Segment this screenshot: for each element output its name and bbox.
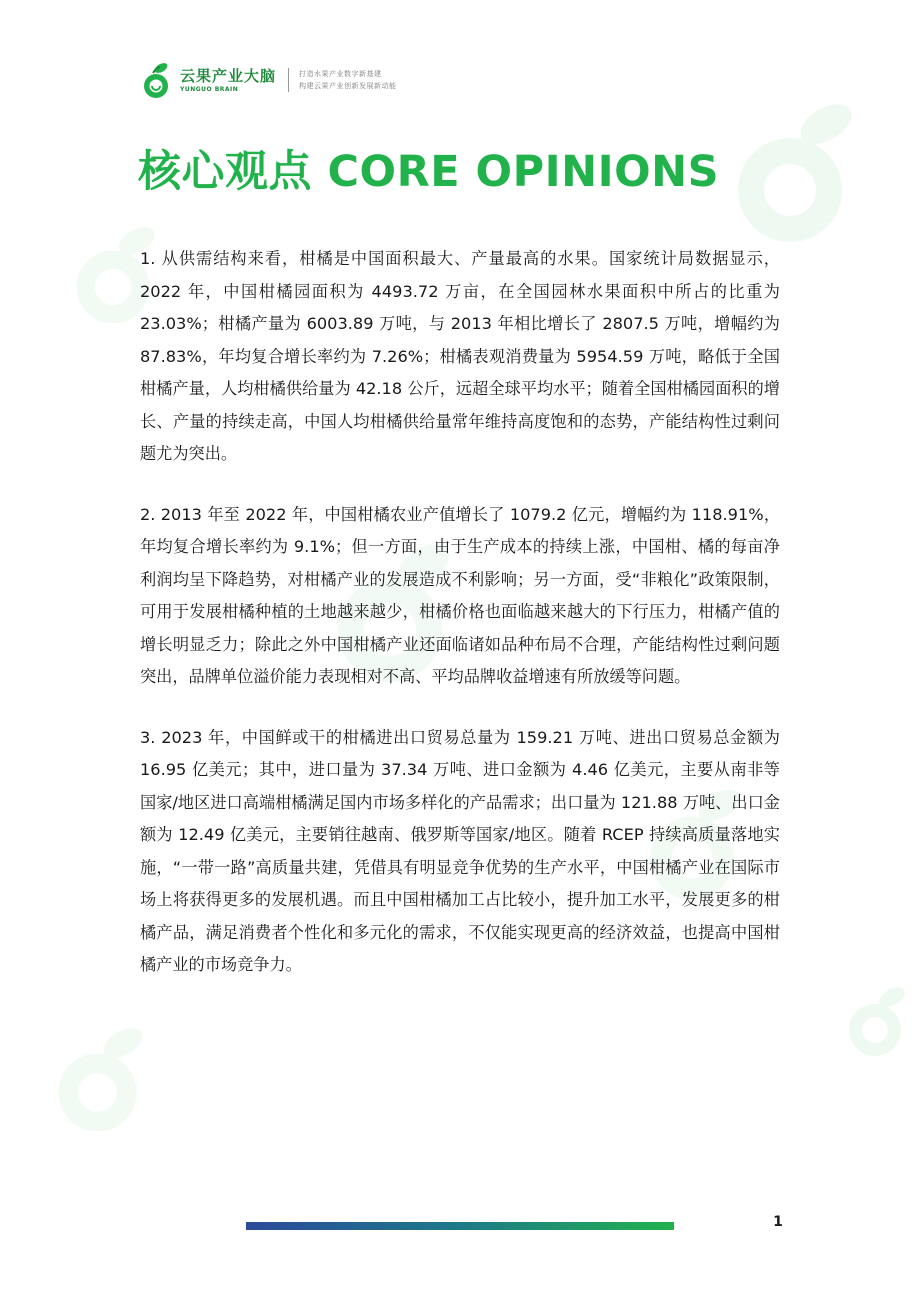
slogan-line-2: 构建云果产业创新发展新动能	[299, 82, 397, 90]
paragraph-1: 1. 从供需结构来看，柑橘是中国面积最大、产量最高的水果。国家统计局数据显示，2022 年，中国柑橘园面积为 4493.72 万亩，在全国园林水果面积中所占的比重为 23.03%；柑橘产量为 6003.89 万吨，与 2013 年相比增长了 2807.5 万吨，增幅约为 87.83%，年均复合增长率约为 7.26%；柑橘表观消费量为 5954.59 万吨，略低于全国柑橘产量，人均柑橘供给量为 42.18 公斤，远超全球平均水平；随着全国柑橘园面积的增长、产量的持续走高，中国人均柑橘供给量常年维持高度饱和的态势，产能结构性过剩问题尤为突出。	[140, 249, 780, 463]
brand-logo-icon	[140, 60, 174, 100]
paragraph-2: 2. 2013 年至 2022 年，中国柑橘农业产值增长了 1079.2 亿元，增幅约为 118.91%，年均复合增长率约为 9.1%；但一方面，由于生产成本的持续上涨，中国柑、橘的每亩净利润均呈下降趋势，对柑橘产业的发展造成不利影响；另一方面，受“非粮化”政策限制，可用于发展柑橘种植的土地越来越少，柑橘价格也面临越来越大的下行压力，柑橘产值的增长明显乏力；除此之外中国柑橘产业还面临诸如品种布局不合理，产能结构性过剩问题突出，品牌单位溢价能力表现相对不高、平均品牌收益增速有所放缓等问题。	[140, 504, 780, 686]
paragraph-3: 3. 2023 年，中国鲜或干的柑橘进出口贸易总量为 159.21 万吨、进出口贸易总金额为 16.95 亿美元；其中，进口量为 37.34 万吨、进口金额为 4.46 亿美元，主要从南非等国家/地区进口高端柑橘满足国内市场多样化的产品需求；出口量为 121.88 万吨、出口金额为 12.49 亿美元，主要销往越南、俄罗斯等国家/地区。随着 RCEP 持续高质量落地实施，“一带一路”高质量共建，凭借具有明显竞争优势的生产水平，中国柑橘产业在国际市场上将获得更多的发展机遇。而且中国柑橘加工占比较小，提升加工水平，发展更多的柑橘产品，满足消费者个性化和多元化的需求，不仅能实现更高的经济效益，也提高中国柑橘产业的市场竞争力。	[140, 727, 780, 974]
page-header	[140, 58, 397, 102]
watermark-logo-bottom-left	[30, 1000, 180, 1170]
page-title: 核心观点 CORE OPINIONS	[138, 147, 720, 197]
header-divider	[288, 68, 289, 92]
page-number: 1	[773, 1214, 783, 1230]
brand-block	[180, 67, 276, 94]
brand-slogan	[299, 68, 397, 92]
main-content	[140, 243, 780, 1010]
slogan-line-1: 打造水果产业数字新基建	[299, 70, 382, 78]
watermark-logo-bottom-right	[830, 960, 920, 1090]
brand-name: 云果产业大脑	[180, 66, 277, 85]
brand-name-en: YUNGUO BRAIN	[180, 85, 239, 93]
footer-gradient-bar	[246, 1222, 674, 1230]
